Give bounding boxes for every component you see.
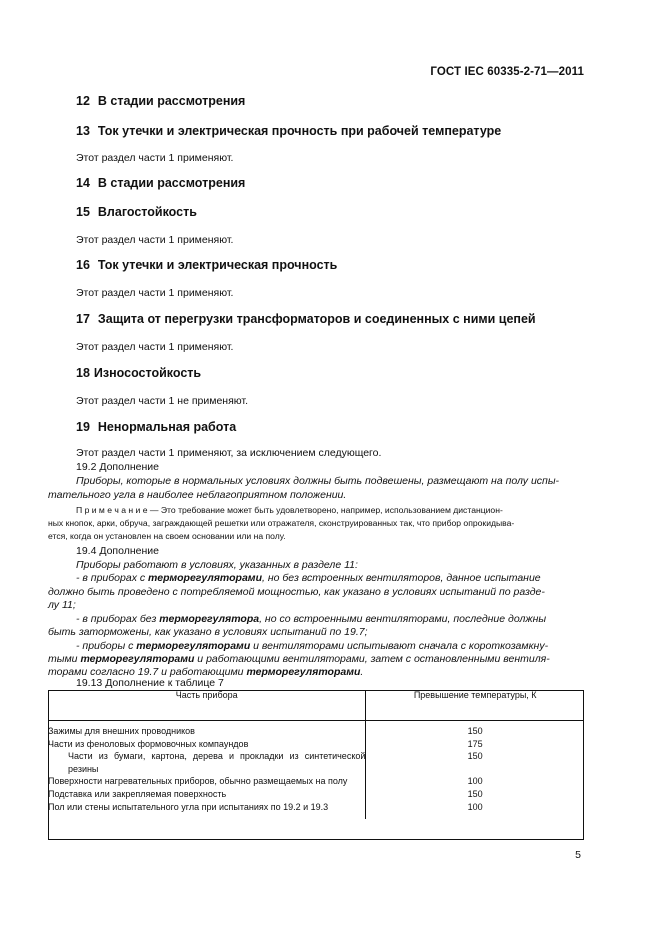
section-number: 19 [76,420,90,434]
page-number: 5 [575,849,581,861]
table-cell-value: 100 [467,801,483,812]
section-17-text: Этот раздел части 1 применяют. [76,341,234,353]
table-cell-value: 100 [467,776,483,787]
table-cell-value: 150 [467,788,483,799]
section-13-heading [76,124,501,138]
section-number: 14 [76,176,90,190]
clause-19-4-intro: Приборы работают в условиях, указанных в разделе 11: [76,559,358,571]
table-cell-part: Подставка или закрепляемая поверхность [48,788,366,801]
table-cell-part: Пол или стены испытательного угла при испытаниях по 19.2 и 19.3 [48,801,366,820]
table-cell-part: Поверхности нагревательных приборов, обычно размещаемых на полу [48,775,366,788]
table-cell-value: 150 [467,751,483,762]
section-title: В стадии рассмотрения [97,176,246,190]
note-text: — Это требование может быть удовлетворено, например, использованием дистанцион- [147,505,503,515]
text-span: торами согласно 19.7 и работающими [48,666,247,678]
section-14-heading [76,176,245,190]
clause-19-4-bullet-3-line-2 [48,653,550,665]
clause-19-4-bullet-2-line-2: быть заторможены, как указано в условиях испытаний по 19.7; [48,626,368,638]
section-title: Износостойкость [93,366,202,380]
note-line-3: ется, когда он установлен на своем основании или на полу. [48,531,286,541]
section-title: Ток утечки и электрическая прочность при рабочей температуре [97,124,502,138]
clause-19-4-bullet-3 [76,640,548,652]
term-bold: терморегуляторами [80,653,195,665]
clause-19-4-heading: 19.4 Дополнение [76,545,159,557]
clause-19-4-bullet-1 [76,572,541,584]
note-line-2: ных кнопок, арки, обруча, заграждающей решетки или отражателя, сконструированных так, что прибор опрокидыва- [48,518,515,528]
term-bold: терморегулятора [159,613,260,625]
term-bold: терморегуляторами [136,640,251,652]
text-span: - приборы с [76,640,137,652]
section-title: Влагостойкость [97,205,197,219]
clause-19-2-heading: 19.2 Дополнение [76,461,159,473]
note-label: П р и м е ч а н и е [76,505,148,515]
standard-code: ГОСТ IEC 60335-2-71—2011 [430,66,584,78]
text-span: и работающими вентиляторами, затем с остановленными вентиля- [194,653,550,665]
section-title: Ток утечки и электрическая прочность [97,258,338,272]
section-number: 12 [76,94,90,108]
section-18-text: Этот раздел части 1 не применяют. [76,395,248,407]
section-title: Ненормальная работа [97,420,237,434]
section-15-heading [76,205,197,219]
table-frame [48,690,584,840]
text-span: - в приборах с [76,572,149,584]
table-header-temperature: Превышение температуры, К [366,690,584,721]
section-title: В стадии рассмотрения [97,94,246,108]
text-span: , но без встроенных вентиляторов, данное испытание [261,572,541,584]
section-13-text: Этот раздел части 1 применяют. [76,152,234,164]
section-17-heading [76,312,536,326]
clause-19-4-bullet-1-line-3: лу 11; [48,599,76,611]
term-bold: терморегуляторами [246,666,361,678]
note-line-1 [76,505,503,515]
text-span: - в приборах без [76,613,160,625]
text-span: и вентиляторами испытывают сначала с короткозамкну- [250,640,549,652]
clause-19-4-bullet-1-line-2: должно быть проведено с потребляемой мощностью, как указано в условиях испытаний по разде- [48,586,545,598]
section-title: Защита от перегрузки трансформаторов и соединенных с ними цепей [97,312,536,326]
table-cell-part: Зажимы для внешних проводников [48,721,366,738]
section-number: 13 [76,124,90,138]
section-18-heading [76,366,201,380]
section-19-heading [76,420,236,434]
section-12-heading [76,94,245,108]
clause-19-2-line-2: тательного угла в наиболее неблагоприятном положении. [48,489,347,501]
text-span: тыми [48,653,81,665]
clause-19-2-line-1: Приборы, которые в нормальных условиях должны быть подвешены, размещают на полу испы- [76,475,560,487]
section-number: 15 [76,205,90,219]
table-cell-part: Части из феноловых формовочных компаундов [48,738,366,751]
section-19-text: Этот раздел части 1 применяют, за исключением следующего. [76,447,382,459]
section-number: 17 [76,312,90,326]
table-cell-value: 175 [467,738,483,749]
section-16-text: Этот раздел части 1 применяют. [76,287,234,299]
section-number: 18 [76,366,90,380]
clause-19-13-heading: 19.13 Дополнение к таблице 7 [76,677,224,689]
table-header-part: Часть прибора [48,690,366,721]
text-span: , но со встроенными вентиляторами, последние должны [259,613,547,625]
term-bold: терморегуляторами [148,572,262,584]
text-span: . [360,666,364,678]
clause-19-4-bullet-2 [76,613,546,625]
section-number: 16 [76,258,90,272]
section-15-text: Этот раздел части 1 применяют. [76,234,234,246]
table-cell-value: 150 [467,726,483,736]
table-cell-text: Части из бумаги, картона, дерева и прокладки из синтетической резины [68,751,366,774]
section-16-heading [76,258,337,272]
